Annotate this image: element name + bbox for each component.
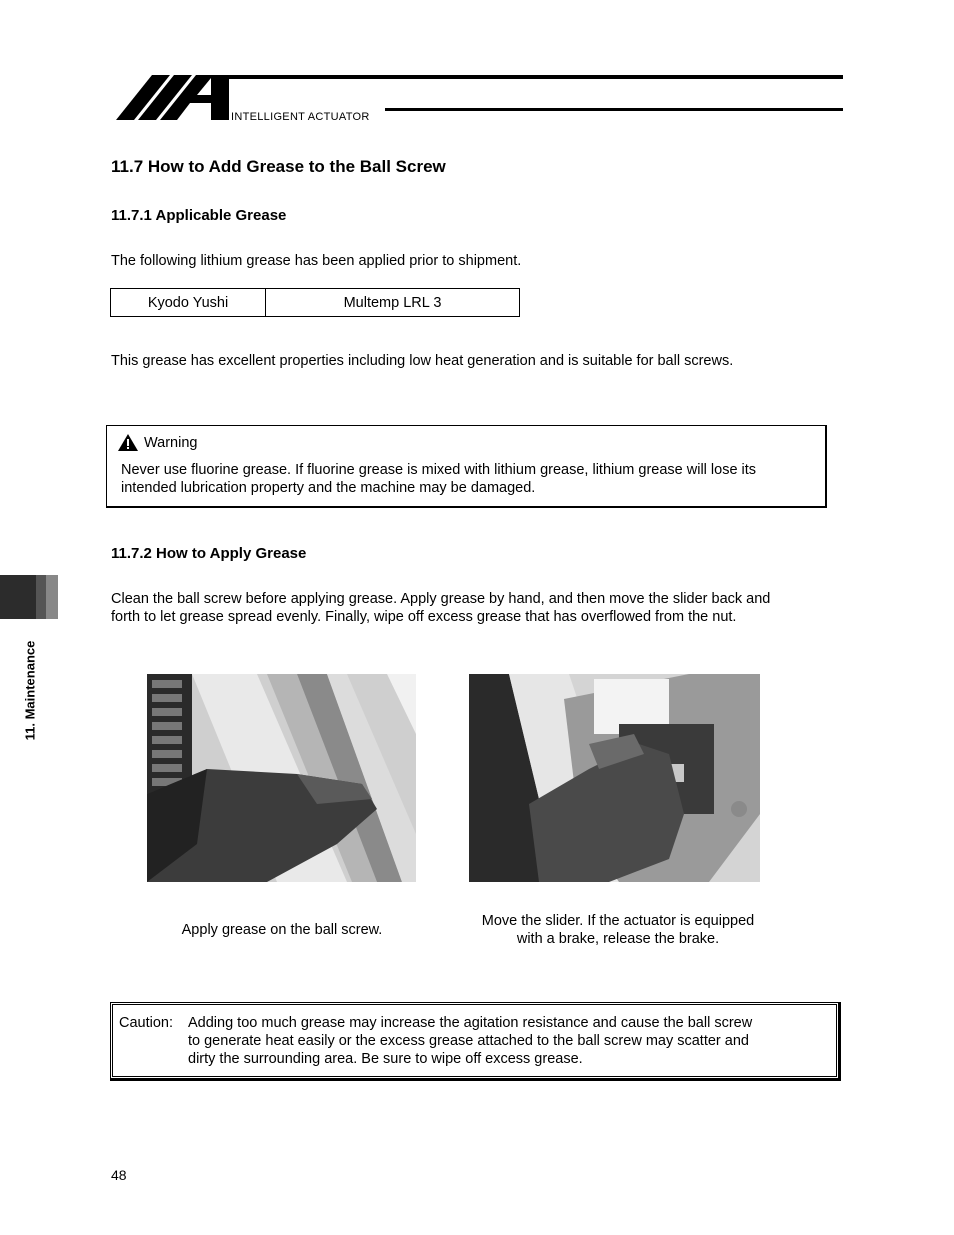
- caution-text-line1: Adding too much grease may increase the agitation resistance and cause the ball screw: [188, 1015, 753, 1031]
- ia-logo-mark: [116, 75, 231, 121]
- company-logo: [116, 75, 231, 121]
- chapter-tab-mid: [36, 575, 46, 619]
- photo-apply-grease: [147, 674, 416, 882]
- caution-text-line3: dirty the surrounding area. Be sure to wipe off excess grease.: [188, 1051, 583, 1067]
- grease-product-cell: Multemp LRL 3: [266, 289, 520, 317]
- apply-text-line2: forth to let grease spread evenly. Finally, wipe off excess grease that has overflowed from the nut.: [111, 609, 737, 625]
- caption-move-slider-line2: with a brake, release the brake.: [516, 931, 720, 947]
- subsection-title-how-to-apply: 11.7.2 How to Apply Grease: [111, 545, 307, 562]
- caution-label: Caution:: [119, 1015, 174, 1031]
- photo-move-slider: [469, 674, 760, 882]
- warning-label: Warning: [144, 435, 198, 451]
- subsection-title-applicable-grease: 11.7.1 Applicable Grease: [111, 207, 287, 224]
- caution-text-line2: to generate heat easily or the excess grease attached to the ball screw may scatter and: [188, 1033, 749, 1049]
- chapter-tab-light: [46, 575, 58, 619]
- apply-text-line1: Clean the ball screw before applying grease. Apply grease by hand, and then move the slider back and: [111, 591, 771, 607]
- chapter-tab-dark: [0, 575, 36, 619]
- caption-apply-grease: Apply grease on the ball screw.: [181, 922, 383, 938]
- section-title: 11.7 How to Add Grease to the Ball Screw: [111, 157, 446, 176]
- warning-triangle-icon: [118, 434, 140, 452]
- logo-rule-top: [229, 75, 843, 79]
- warning-text-line2: intended lubrication property and the machine may be damaged.: [121, 480, 536, 496]
- chapter-label: 11. Maintenance: [22, 640, 38, 741]
- table-row: [111, 289, 520, 317]
- logo-text: INTELLIGENT ACTUATOR: [231, 111, 370, 123]
- caption-move-slider-line1: Move the slider. If the actuator is equipped: [481, 913, 755, 929]
- page-number: 48: [111, 1167, 127, 1183]
- caution-box: [110, 1002, 841, 1081]
- logo-rule-bottom: [385, 108, 843, 111]
- grease-properties-text: This grease has excellent properties including low heat generation and is suitable for ball screws.: [111, 353, 734, 369]
- grease-maker-cell: Kyodo Yushi: [111, 289, 266, 317]
- grease-intro-text: The following lithium grease has been applied prior to shipment.: [111, 253, 522, 269]
- warning-box: [106, 425, 827, 508]
- warning-text-line1: Never use fluorine grease. If fluorine grease is mixed with lithium grease, lithium grease will lose its: [121, 462, 757, 478]
- grease-table: [110, 288, 520, 317]
